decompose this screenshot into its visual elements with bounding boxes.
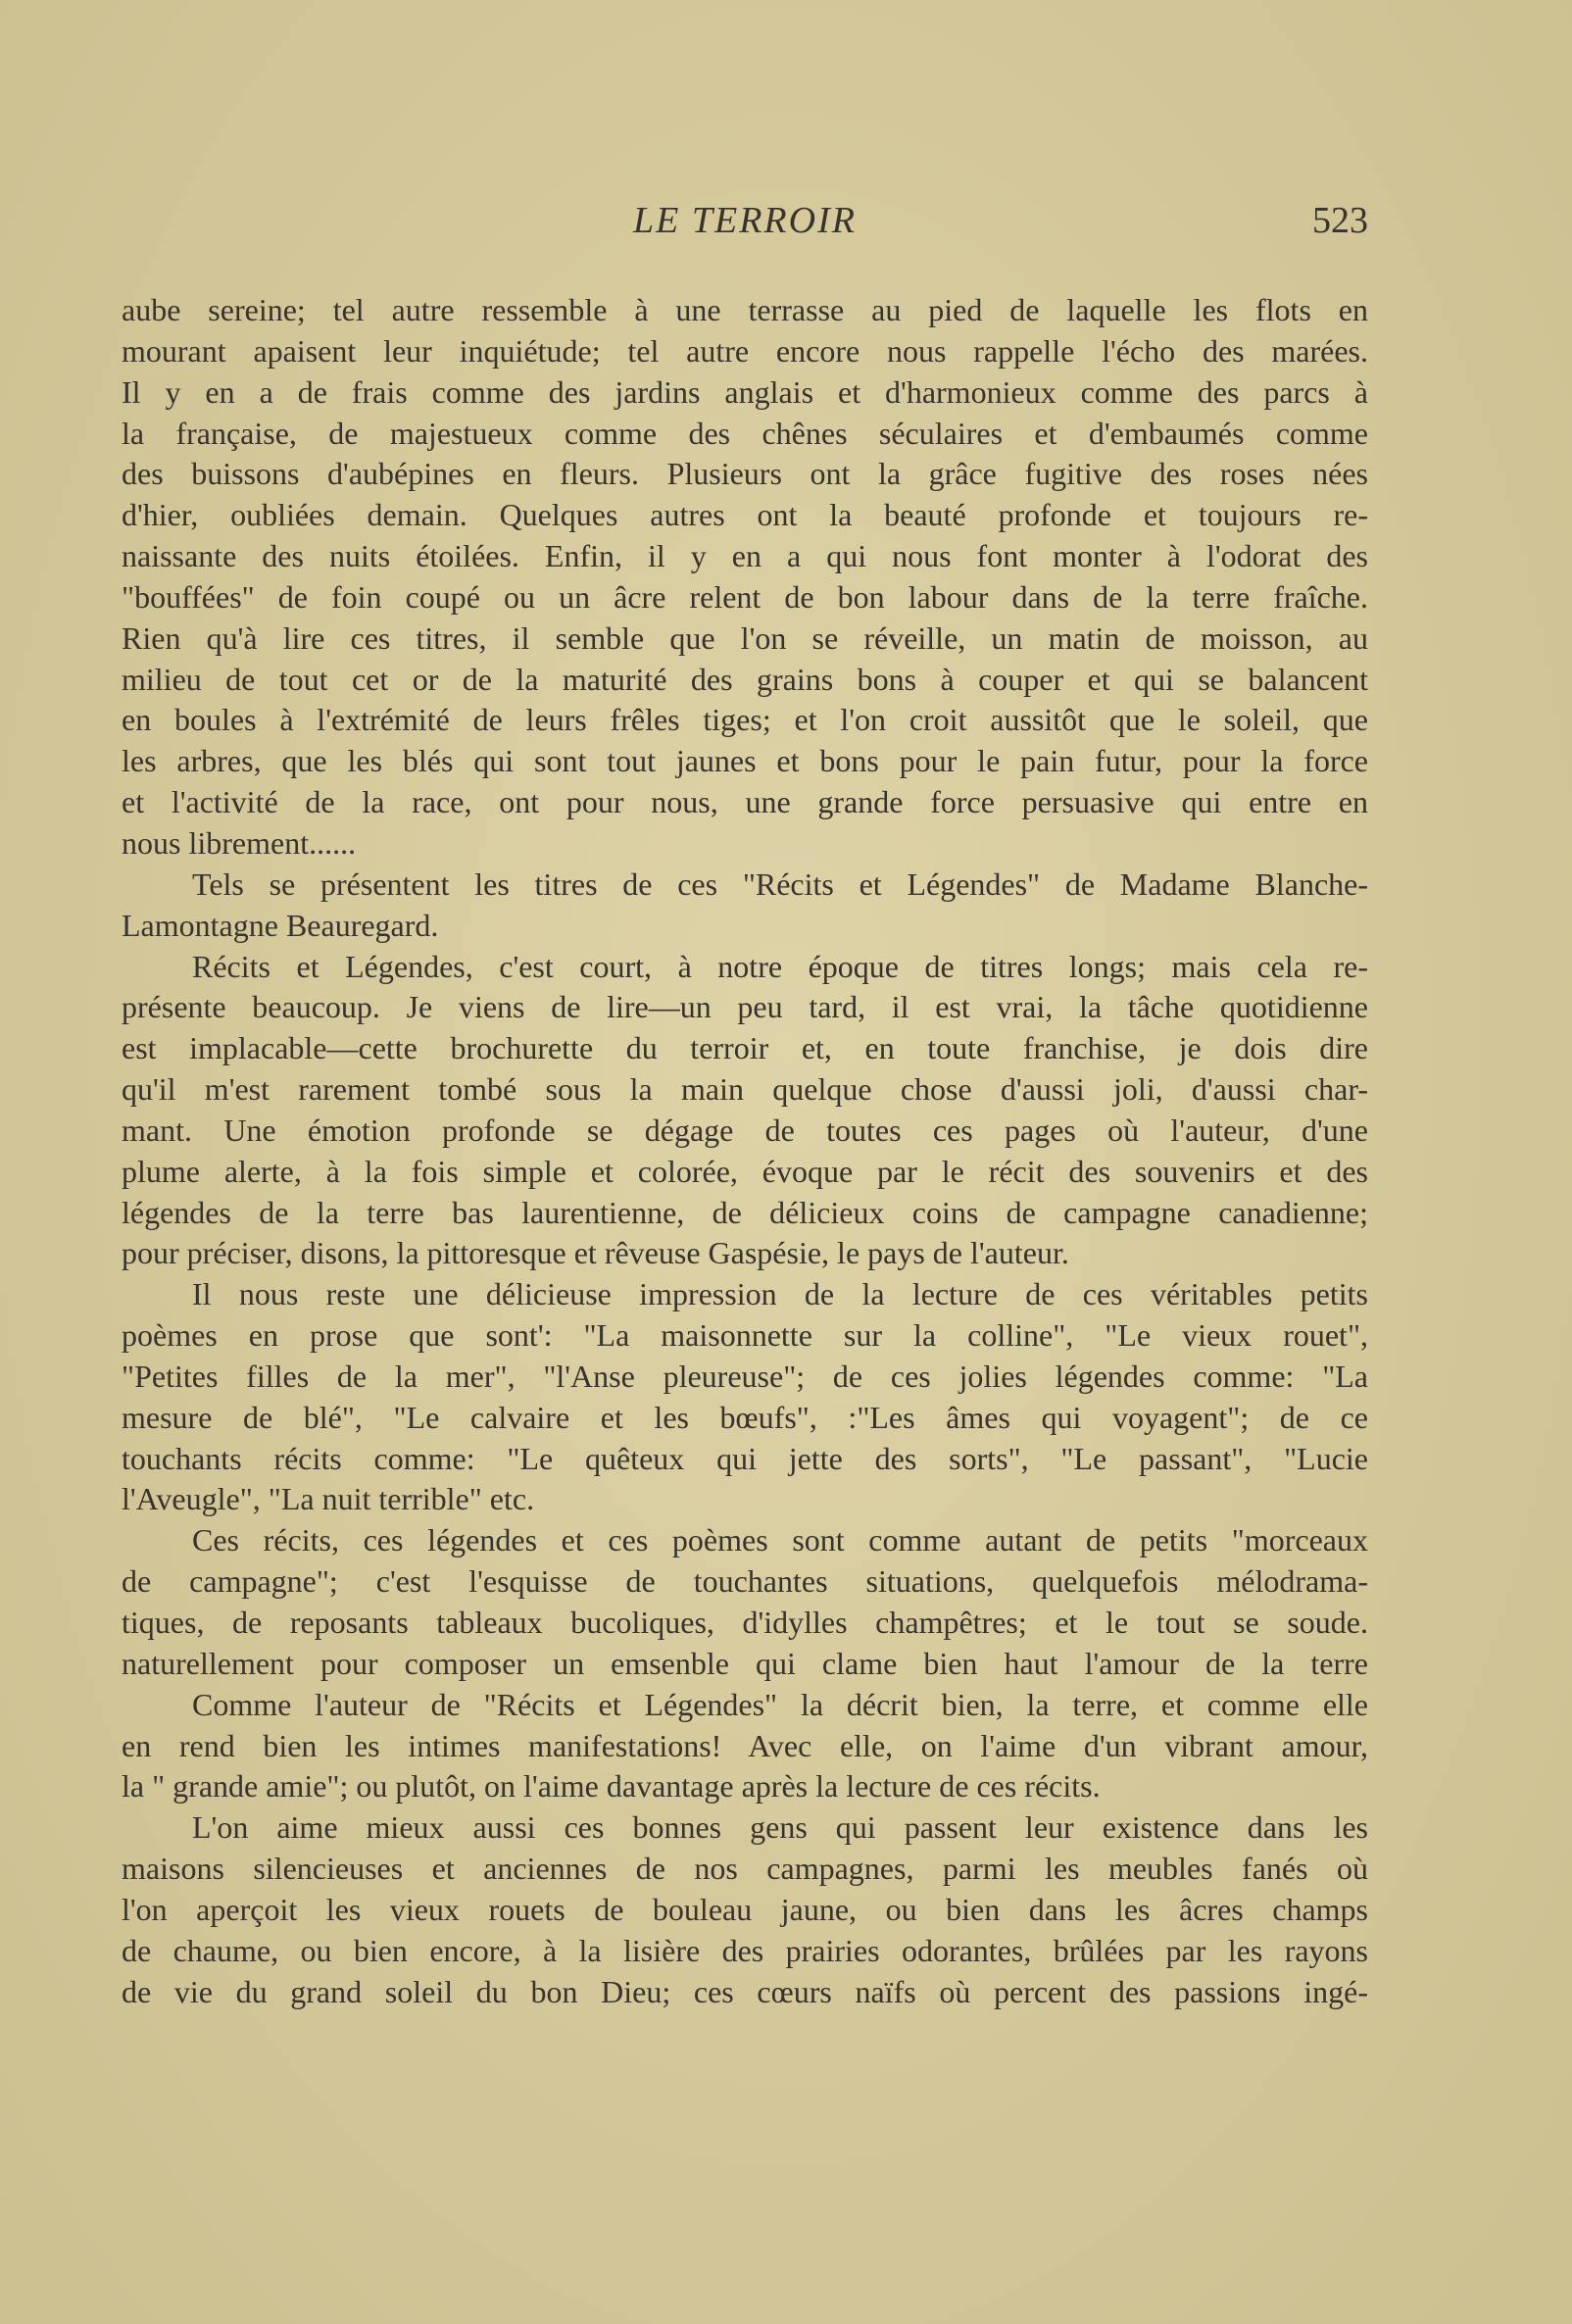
text-line: aube sereine; tel autre ressemble à une terrasse au pied de laquelle les flots en — [122, 292, 1368, 327]
text-line: Ces récits, ces légendes et ces poèmes sont comme autant de petits "morceaux — [192, 1522, 1368, 1558]
text-line: qu'il m'est rarement tombé sous la main quelque chose d'aussi joli, d'aussi char- — [122, 1071, 1368, 1108]
text-line: Il nous reste une délicieuse impression de la lecture de ces véritables petits — [192, 1276, 1368, 1312]
text-line: l'Aveugle", "La nuit terrible" etc. — [122, 1481, 535, 1517]
text-line: Il y en a de frais comme des jardins anglais et d'harmonieux comme des parcs à — [122, 373, 1368, 410]
text-line: de campagne"; c'est l'esquisse de touchantes situations, quelquefois mélodrama- — [122, 1563, 1368, 1600]
text-line: "bouffées" de foin coupé ou un âcre relent de bon labour dans de la terre fraîche. — [122, 578, 1368, 615]
text-line: mant. Une émotion profonde se dégage de toutes ces pages où l'auteur, d'une — [122, 1112, 1368, 1148]
text-line: en boules à l'extrémité de leurs frêles tiges; et l'on croit aussitôt que le soleil, que — [122, 702, 1368, 738]
text-line: de chaume, ou bien encore, à la lisière des prairies odorantes, brûlées par les rayons — [122, 1932, 1368, 1968]
text-line: maisons silencieuses et anciennes de nos campagnes, parmi les meubles fanés où — [122, 1851, 1368, 1887]
text-line: Rien qu'à lire ces titres, il semble que l'on se réveille, un matin de moisson, au — [122, 619, 1368, 656]
text-line: tiques, de reposants tableaux bucoliques, d'idylles champêtres; et le tout se soude. — [122, 1605, 1368, 1640]
text-line: les arbres, que les blés qui sont tout jaunes et bons pour le pain futur, pour la force — [122, 743, 1368, 779]
text-line: est implacable—cette brochurette du terroir et, en toute franchise, je dois dire — [122, 1030, 1368, 1066]
text-line: légendes de la terre bas laurentienne, de délicieux coins de campagne canadienne; — [122, 1194, 1368, 1230]
text-line: Récits et Légendes, c'est court, à notre époque de titres longs; mais cela re- — [192, 948, 1368, 984]
text-line: pour préciser, disons, la pittoresque et rêveuse Gaspésie, le pays de l'auteur. — [122, 1235, 1069, 1271]
text-line: nous librement...... — [122, 824, 357, 861]
text-line: touchants récits comme: "Le quêteux qui jette des sorts", "Le passant", "Lucie — [122, 1440, 1368, 1476]
text-line: présente beaucoup. Je viens de lire—un peu tard, il est vrai, la tâche quotidienne — [122, 989, 1368, 1025]
text-line: L'on aime mieux aussi ces bonnes gens qui passent leur existence dans les — [192, 1809, 1368, 1846]
page-number: 523 — [1312, 200, 1368, 241]
text-line: naturellement pour composer un emsenble qui clame bien haut l'amour de la terre — [122, 1645, 1368, 1681]
text-line: et l'activité de la race, ont pour nous, une grande force persuasive qui entre en — [122, 784, 1368, 820]
running-title: LE TERROIR — [633, 200, 857, 241]
body-text — [122, 290, 1368, 2012]
text-line: poèmes en prose que sont': "La maisonnette sur la colline", "Le vieux rouet", — [122, 1317, 1368, 1354]
text-line: l'on aperçoit les vieux rouets de bouleau jaune, ou bien dans les âcres champs — [122, 1891, 1368, 1927]
text-line: Comme l'auteur de "Récits et Légendes" la décrit bien, la terre, et comme elle — [192, 1686, 1368, 1722]
text-line: de vie du grand soleil du bon Dieu; ces cœurs naïfs où percent des passions ingé- — [122, 1973, 1368, 2009]
text-line: des buissons d'aubépines en fleurs. Plusieurs ont la grâce fugitive des roses nées — [122, 456, 1368, 492]
text-line: naissante des nuits étoilées. Enfin, il y en a qui nous font monter à l'odorat des — [122, 538, 1368, 574]
text-line: la " grande amie"; ou plutôt, on l'aime davantage après la lecture de ces récits. — [122, 1768, 1101, 1805]
text-line: plume alerte, à la fois simple et colorée, évoque par le récit des souvenirs et des — [122, 1153, 1368, 1189]
text-line: milieu de tout cet or de la maturité des grains bons à couper et qui se balancent — [122, 661, 1368, 697]
text-line: d'hier, oubliées demain. Quelques autres ont la beauté profonde et toujours re- — [122, 497, 1368, 533]
text-line: mourant apaisent leur inquiétude; tel autre encore nous rappelle l'écho des marées. — [122, 332, 1368, 369]
text-line: Lamontagne Beauregard. — [122, 907, 439, 943]
text-line: la française, de majestueux comme des chênes séculaires et d'embaumés comme — [122, 415, 1368, 451]
text-line: "Petites filles de la mer", "l'Anse pleureuse"; de ces jolies légendes comme: "La — [122, 1358, 1368, 1394]
text-line: Tels se présentent les titres de ces "Récits et Légendes" de Madame Blanche- — [192, 865, 1368, 902]
running-head — [122, 199, 1368, 248]
text-line: mesure de blé", "Le calvaire et les bœufs", :"Les âmes qui voyagent"; de ce — [122, 1399, 1368, 1435]
text-line: en rend bien les intimes manifestations! Avec elle, on l'aime d'un vibrant amour, — [122, 1727, 1368, 1763]
